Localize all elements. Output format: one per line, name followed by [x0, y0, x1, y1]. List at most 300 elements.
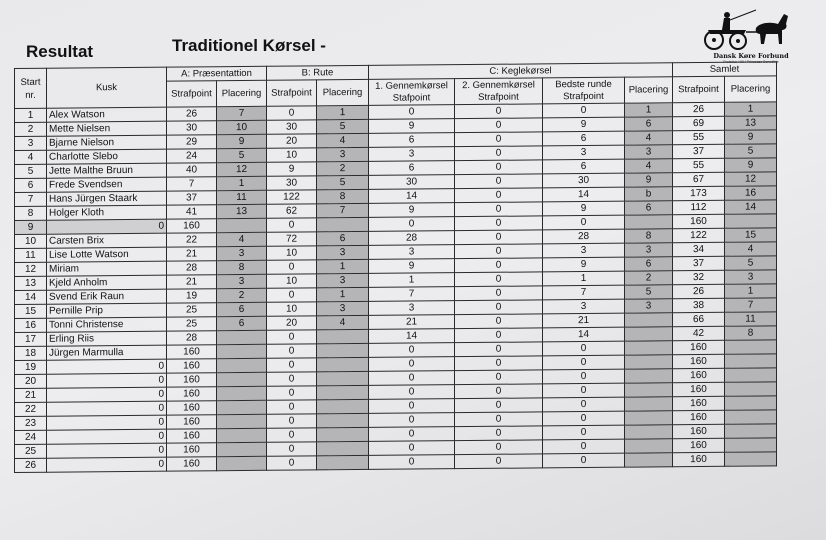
c-gennem2-cell: 0	[455, 398, 543, 413]
c-gennem1-cell: 6	[369, 161, 455, 176]
c-gennem1-cell: 0	[369, 413, 455, 428]
c-placering-cell: 3	[625, 299, 673, 313]
kusk-cell: Charlotte Slebo	[47, 149, 167, 164]
b-strafpoint-cell: 10	[267, 148, 317, 162]
c-gennem1-cell: 0	[369, 371, 455, 386]
c-placering-cell	[625, 327, 673, 341]
a-strafpoint-cell: 160	[167, 345, 217, 359]
b-strafpoint-header: Strafpoint	[267, 80, 317, 106]
b-strafpoint-cell: 0	[267, 106, 317, 120]
kusk-cell: 0	[47, 219, 167, 234]
section-c-header: C: Keglekørsel	[369, 63, 673, 80]
c-gennem1-cell: 3	[369, 245, 455, 260]
c-gennem1-cell: 0	[369, 441, 455, 456]
b-placering-cell: 4	[317, 133, 369, 147]
c-placering-cell: 4	[625, 131, 673, 145]
c-placering-cell	[625, 369, 673, 383]
a-placering-cell: 11	[217, 190, 267, 204]
a-placering-header: Placering	[217, 80, 267, 106]
a-strafpoint-cell: 19	[167, 289, 217, 303]
c-gennem2-cell: 0	[455, 272, 543, 287]
b-strafpoint-cell: 122	[267, 190, 317, 204]
start-nr-cell: 2	[15, 122, 47, 136]
samlet-placering-cell	[725, 438, 777, 452]
a-strafpoint-cell: 22	[167, 233, 217, 247]
c-bedste-cell: 0	[543, 369, 625, 384]
c-gennem2-cell: 0	[455, 454, 543, 469]
samlet-placering-cell: 1	[725, 102, 777, 116]
b-strafpoint-cell: 0	[267, 358, 317, 372]
samlet-strafpoint-cell: 55	[673, 130, 725, 144]
a-placering-cell: 7	[217, 106, 267, 120]
a-placering-cell	[217, 400, 267, 414]
c-placering-cell: 8	[625, 229, 673, 243]
b-placering-cell	[317, 427, 369, 441]
c-placering-cell	[625, 439, 673, 453]
start-nr-cell: 25	[15, 444, 47, 458]
a-strafpoint-cell: 28	[167, 261, 217, 275]
b-strafpoint-cell: 0	[267, 400, 317, 414]
c-gennem1-cell: 14	[369, 189, 455, 204]
b-placering-cell	[317, 217, 369, 231]
samlet-placering-cell: 7	[725, 298, 777, 312]
c-gennem2-cell: 0	[455, 314, 543, 329]
c-placering-cell: 3	[625, 243, 673, 257]
samlet-strafpoint-cell: 69	[673, 116, 725, 130]
kusk-cell: Svend Erik Raun	[47, 289, 167, 304]
c-placering-cell: 9	[625, 173, 673, 187]
b-strafpoint-cell: 0	[267, 442, 317, 456]
kusk-header: Kusk	[47, 67, 167, 108]
a-strafpoint-cell: 7	[167, 177, 217, 191]
a-strafpoint-cell: 40	[167, 163, 217, 177]
c-placering-cell	[625, 355, 673, 369]
b-strafpoint-cell: 0	[267, 386, 317, 400]
b-placering-cell	[317, 343, 369, 357]
start-nr-cell: 5	[15, 164, 47, 178]
c-gennem2-cell: 0	[455, 174, 543, 189]
b-placering-cell: 2	[317, 161, 369, 175]
a-placering-cell	[217, 456, 267, 470]
samlet-strafpoint-cell: 160	[673, 424, 725, 438]
samlet-placering-cell	[725, 214, 777, 228]
c-placering-cell: 6	[625, 117, 673, 131]
c-gennem1-cell: 0	[369, 399, 455, 414]
kusk-cell: Pernille Prip	[47, 303, 167, 318]
samlet-placering-cell: 1	[725, 284, 777, 298]
kusk-cell: Lise Lotte Watson	[47, 247, 167, 262]
c-gennem2-cell: 0	[455, 230, 543, 245]
b-strafpoint-cell: 62	[267, 204, 317, 218]
kusk-cell: Jette Malthe Bruun	[47, 163, 167, 178]
c-gennem1-cell: 9	[369, 119, 455, 134]
a-strafpoint-cell: 160	[167, 373, 217, 387]
start-nr-cell: 3	[15, 136, 47, 150]
samlet-strafpoint-cell: 37	[673, 144, 725, 158]
kusk-cell: 0	[47, 401, 167, 416]
b-placering-cell: 1	[317, 287, 369, 301]
c-bedste-cell: 0	[543, 383, 625, 398]
samlet-strafpoint-cell: 160	[673, 340, 725, 354]
logo-name: Dansk Køre Forbund	[713, 52, 789, 60]
section-a-header: A: Præsentattion	[167, 66, 267, 81]
c-bedste-cell: 0	[543, 453, 625, 468]
b-placering-cell: 1	[317, 105, 369, 119]
c-gennem2-cell: 0	[455, 440, 543, 455]
b-strafpoint-cell: 0	[267, 456, 317, 470]
c-placering-cell: 6	[625, 257, 673, 271]
kusk-cell: Tonni Christense	[47, 317, 167, 332]
b-placering-cell	[317, 441, 369, 455]
b-placering-cell: 1	[317, 259, 369, 273]
samlet-placering-cell: 12	[725, 172, 777, 186]
a-placering-cell: 2	[217, 288, 267, 302]
a-placering-cell	[217, 344, 267, 358]
c-bedste-cell: 0	[543, 341, 625, 356]
b-placering-cell: 4	[317, 315, 369, 329]
start-nr-cell: 10	[15, 234, 47, 248]
kusk-cell: 0	[47, 359, 167, 374]
b-placering-cell	[317, 329, 369, 343]
a-strafpoint-cell: 160	[167, 219, 217, 233]
a-strafpoint-cell: 21	[167, 247, 217, 261]
start-nr-header: Start nr.	[15, 68, 47, 108]
a-placering-cell	[217, 386, 267, 400]
b-placering-cell: 3	[317, 245, 369, 259]
start-nr-cell: 24	[15, 430, 47, 444]
samlet-placering-cell: 5	[725, 256, 777, 270]
b-strafpoint-cell: 9	[267, 162, 317, 176]
c-gennem2-cell: 0	[455, 258, 543, 273]
c-gennem1-header: 1. Gennemkørsel Stafpoint	[369, 79, 455, 106]
samlet-placering-cell: 5	[725, 144, 777, 158]
c-gennem2-cell: 0	[455, 146, 543, 161]
a-placering-cell: 12	[217, 162, 267, 176]
c-placering-cell	[625, 411, 673, 425]
samlet-placering-cell: 15	[725, 228, 777, 242]
kusk-cell: Kjeld Anholm	[47, 275, 167, 290]
start-nr-cell: 6	[15, 178, 47, 192]
b-placering-cell: 5	[317, 175, 369, 189]
kusk-cell: Erling Riis	[47, 331, 167, 346]
c-bedste-cell: 7	[543, 285, 625, 300]
c-bedste-cell: 9	[543, 201, 625, 216]
samlet-placering-cell: 9	[725, 158, 777, 172]
c-gennem1-cell: 1	[369, 273, 455, 288]
start-nr-cell: 12	[15, 262, 47, 276]
samlet-placering-cell	[725, 424, 777, 438]
a-strafpoint-cell: 21	[167, 275, 217, 289]
samlet-placering-cell: 4	[725, 242, 777, 256]
b-strafpoint-cell: 0	[267, 344, 317, 358]
kusk-cell: 0	[47, 443, 167, 458]
c-gennem2-cell: 0	[455, 342, 543, 357]
c-bedste-cell: 0	[543, 103, 625, 118]
c-placering-cell	[625, 397, 673, 411]
a-placering-cell	[217, 358, 267, 372]
b-placering-header: Placering	[317, 79, 369, 105]
samlet-strafpoint-cell: 32	[673, 270, 725, 284]
event-title: Traditionel Kørsel -	[172, 36, 326, 55]
c-gennem2-cell: 0	[455, 426, 543, 441]
samlet-strafpoint-cell: 66	[673, 312, 725, 326]
a-placering-cell: 3	[217, 274, 267, 288]
c-gennem2-header: 2. Gennemkørsel Strafpoint	[455, 78, 543, 105]
b-strafpoint-cell: 30	[267, 176, 317, 190]
a-placering-cell: 5	[217, 148, 267, 162]
b-strafpoint-cell: 10	[267, 274, 317, 288]
a-placering-cell: 4	[217, 232, 267, 246]
c-gennem2-cell: 0	[455, 370, 543, 385]
a-placering-cell	[217, 428, 267, 442]
c-gennem1-cell: 6	[369, 133, 455, 148]
a-strafpoint-cell: 29	[167, 135, 217, 149]
samlet-placering-cell: 11	[725, 312, 777, 326]
start-nr-cell: 18	[15, 346, 47, 360]
c-bedste-cell: 3	[543, 145, 625, 160]
b-strafpoint-cell: 0	[267, 218, 317, 232]
b-placering-cell: 7	[317, 203, 369, 217]
kusk-cell: 0	[47, 457, 167, 472]
c-placering-cell	[625, 341, 673, 355]
kusk-cell: Frede Svendsen	[47, 177, 167, 192]
c-bedste-cell: 9	[543, 257, 625, 272]
c-gennem1-cell: 0	[369, 105, 455, 120]
results-table	[14, 61, 777, 473]
c-placering-cell: 5	[625, 285, 673, 299]
kusk-cell: Mette Nielsen	[47, 121, 167, 136]
c-bedste-cell: 3	[543, 243, 625, 258]
c-gennem1-cell: 3	[369, 147, 455, 162]
samlet-strafpoint-cell: 160	[673, 410, 725, 424]
c-placering-cell: 6	[625, 201, 673, 215]
start-nr-cell: 9	[15, 220, 47, 234]
a-strafpoint-cell: 37	[167, 191, 217, 205]
c-bedste-cell: 14	[543, 327, 625, 342]
c-gennem1-cell: 7	[369, 287, 455, 302]
c-gennem1-cell: 0	[369, 427, 455, 442]
start-nr-cell: 20	[15, 374, 47, 388]
samlet-strafpoint-cell: 55	[673, 158, 725, 172]
c-bedste-cell: 0	[543, 355, 625, 370]
samlet-placering-cell: 3	[725, 270, 777, 284]
c-gennem1-cell: 9	[369, 203, 455, 218]
c-placering-cell	[625, 383, 673, 397]
a-strafpoint-cell: 26	[167, 107, 217, 121]
a-placering-cell: 9	[217, 134, 267, 148]
c-bedste-cell: 14	[543, 187, 625, 202]
a-strafpoint-cell: 25	[167, 303, 217, 317]
start-nr-cell: 23	[15, 416, 47, 430]
c-bedste-cell: 0	[543, 411, 625, 426]
start-nr-cell: 17	[15, 332, 47, 346]
b-placering-cell	[317, 413, 369, 427]
c-gennem1-cell: 0	[369, 357, 455, 372]
c-gennem1-cell: 3	[369, 301, 455, 316]
c-placering-cell	[625, 313, 673, 327]
b-placering-cell: 8	[317, 189, 369, 203]
kusk-cell: 0	[47, 429, 167, 444]
samlet-header: Samlet	[673, 62, 777, 77]
c-placering-cell	[625, 453, 673, 467]
b-strafpoint-cell: 72	[267, 232, 317, 246]
a-strafpoint-cell: 160	[167, 401, 217, 415]
c-bedste-header: Bedste runde Strafpoint	[543, 77, 625, 104]
b-placering-cell: 3	[317, 147, 369, 161]
horse-carriage-icon	[700, 8, 800, 52]
c-gennem2-cell: 0	[455, 412, 543, 427]
b-strafpoint-cell: 0	[267, 330, 317, 344]
samlet-placering-cell	[725, 410, 777, 424]
kusk-cell: Miriam	[47, 261, 167, 276]
c-gennem2-cell: 0	[455, 104, 543, 119]
federation-logo	[696, 8, 806, 64]
a-placering-cell	[217, 442, 267, 456]
samlet-strafpoint-cell: 122	[673, 228, 725, 242]
a-placering-cell	[217, 218, 267, 232]
c-gennem1-cell: 28	[369, 231, 455, 246]
b-placering-cell: 6	[317, 231, 369, 245]
c-placering-cell	[625, 215, 673, 229]
kusk-cell: Hans Jürgen Staark	[47, 191, 167, 206]
c-gennem1-cell: 0	[369, 343, 455, 358]
samlet-placering-cell	[725, 354, 777, 368]
samlet-strafpoint-cell: 112	[673, 200, 725, 214]
kusk-cell: Alex Watson	[47, 107, 167, 122]
samlet-strafpoint-cell: 160	[673, 438, 725, 452]
c-placering-cell: 1	[625, 103, 673, 117]
a-strafpoint-cell: 28	[167, 331, 217, 345]
c-placering-cell	[625, 425, 673, 439]
c-gennem2-cell: 0	[455, 216, 543, 231]
start-nr-cell: 19	[15, 360, 47, 374]
c-bedste-cell: 0	[543, 397, 625, 412]
b-placering-cell	[317, 455, 369, 469]
samlet-strafpoint-cell: 26	[673, 102, 725, 116]
samlet-placering-cell: 14	[725, 200, 777, 214]
a-placering-cell: 1	[217, 176, 267, 190]
a-strafpoint-cell: 160	[167, 457, 217, 471]
a-strafpoint-cell: 160	[167, 415, 217, 429]
c-gennem2-cell: 0	[455, 188, 543, 203]
c-placering-cell: 4	[625, 159, 673, 173]
c-gennem2-cell: 0	[455, 118, 543, 133]
result-title: Resultat	[26, 42, 94, 61]
b-placering-cell: 5	[317, 119, 369, 133]
a-strafpoint-header: Strafpoint	[167, 81, 217, 107]
b-strafpoint-cell: 0	[267, 260, 317, 274]
samlet-placering-cell	[725, 340, 777, 354]
start-nr-cell: 1	[15, 108, 47, 122]
samlet-placering-cell	[725, 368, 777, 382]
a-placering-cell: 13	[217, 204, 267, 218]
c-bedste-cell: 30	[543, 173, 625, 188]
samlet-strafpoint-cell: 160	[673, 452, 725, 466]
kusk-cell: 0	[47, 415, 167, 430]
samlet-placering-cell: 13	[725, 116, 777, 130]
c-gennem1-cell: 0	[369, 217, 455, 232]
kusk-cell: Bjarne Nielson	[47, 135, 167, 150]
c-gennem2-cell: 0	[455, 384, 543, 399]
b-strafpoint-cell: 20	[267, 134, 317, 148]
start-nr-cell: 14	[15, 290, 47, 304]
c-gennem2-cell: 0	[455, 244, 543, 259]
start-nr-cell: 7	[15, 192, 47, 206]
b-strafpoint-cell: 0	[267, 372, 317, 386]
samlet-strafpoint-cell: 34	[673, 242, 725, 256]
a-strafpoint-cell: 160	[167, 359, 217, 373]
start-nr-cell: 26	[15, 458, 47, 472]
c-bedste-cell: 28	[543, 229, 625, 244]
c-gennem2-cell: 0	[455, 300, 543, 315]
samlet-placering-cell: 8	[725, 326, 777, 340]
c-gennem2-cell: 0	[455, 160, 543, 175]
c-bedste-cell: 9	[543, 117, 625, 132]
a-strafpoint-cell: 25	[167, 317, 217, 331]
a-strafpoint-cell: 160	[167, 429, 217, 443]
kusk-cell: 0	[47, 387, 167, 402]
section-b-header: B: Rute	[267, 65, 369, 80]
samlet-placering-cell	[725, 396, 777, 410]
a-placering-cell	[217, 330, 267, 344]
c-gennem2-cell: 0	[455, 132, 543, 147]
a-strafpoint-cell: 160	[167, 387, 217, 401]
c-bedste-cell: 0	[543, 439, 625, 454]
c-gennem1-cell: 14	[369, 329, 455, 344]
b-placering-cell	[317, 385, 369, 399]
c-gennem2-cell: 0	[455, 328, 543, 343]
b-strafpoint-cell: 10	[267, 302, 317, 316]
samlet-placering-header: Placering	[725, 76, 777, 102]
a-placering-cell	[217, 372, 267, 386]
start-nr-cell: 11	[15, 248, 47, 262]
samlet-strafpoint-cell: 160	[673, 368, 725, 382]
a-placering-cell	[217, 414, 267, 428]
c-gennem1-cell: 21	[369, 315, 455, 330]
b-strafpoint-cell: 30	[267, 120, 317, 134]
c-placering-cell: 2	[625, 271, 673, 285]
start-nr-cell: 4	[15, 150, 47, 164]
start-nr-cell: 13	[15, 276, 47, 290]
c-placering-header: Placering	[625, 77, 673, 103]
a-strafpoint-cell: 41	[167, 205, 217, 219]
c-gennem1-cell: 0	[369, 385, 455, 400]
start-nr-cell: 21	[15, 388, 47, 402]
c-bedste-cell: 6	[543, 131, 625, 146]
start-nr-cell: 16	[15, 318, 47, 332]
b-strafpoint-cell: 0	[267, 414, 317, 428]
samlet-strafpoint-cell: 160	[673, 382, 725, 396]
samlet-strafpoint-cell: 42	[673, 326, 725, 340]
c-gennem1-cell: 30	[369, 175, 455, 190]
kusk-cell: Carsten Brix	[47, 233, 167, 248]
samlet-placering-cell: 16	[725, 186, 777, 200]
b-placering-cell	[317, 399, 369, 413]
a-placering-cell: 6	[217, 316, 267, 330]
samlet-strafpoint-cell: 26	[673, 284, 725, 298]
c-gennem2-cell: 0	[455, 356, 543, 371]
kusk-cell: Holger Kloth	[47, 205, 167, 220]
samlet-strafpoint-cell: 160	[673, 214, 725, 228]
b-strafpoint-cell: 20	[267, 316, 317, 330]
samlet-strafpoint-cell: 67	[673, 172, 725, 186]
samlet-strafpoint-cell: 38	[673, 298, 725, 312]
c-placering-cell: 3	[625, 145, 673, 159]
samlet-strafpoint-header: Strafpoint	[673, 76, 725, 102]
samlet-placering-cell	[725, 382, 777, 396]
c-bedste-cell: 0	[543, 215, 625, 230]
a-strafpoint-cell: 30	[167, 121, 217, 135]
